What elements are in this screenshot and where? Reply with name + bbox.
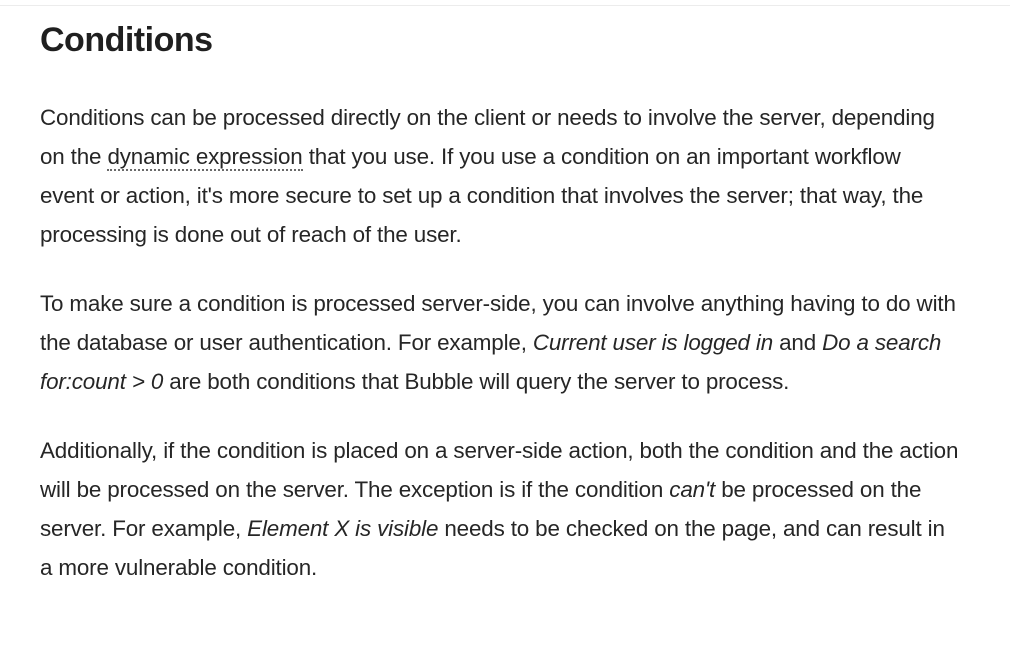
paragraph-server-side-action [40, 431, 960, 587]
paragraph-text: be processed on the server. For example, [40, 477, 922, 541]
paragraph-text: To make sure a condition is processed server-side, you can involve anything having to do with the database or user authentication. For example, [40, 291, 956, 355]
paragraph-text: and [773, 330, 823, 355]
emphasis-cant: can't [669, 477, 716, 502]
example-condition-element-visible: Element X is visible [247, 516, 439, 541]
paragraph-client-server [40, 98, 960, 254]
top-divider [0, 5, 1010, 6]
paragraph-text: that you use. If you use a condition on an important workflow event or action, it's more secure to set up a condition that involves the server; that way, the processing is done out of reach of the user. [40, 144, 924, 247]
dynamic-expression-link[interactable]: dynamic expression [107, 144, 303, 169]
paragraph-text: are both conditions that Bubble will query the server to process. [163, 369, 790, 394]
section-heading: Conditions [40, 21, 213, 59]
paragraph-text: needs to be checked on the page, and can result in a more vulnerable condition. [40, 516, 945, 580]
paragraph-text: Conditions can be processed directly on the client or needs to involve the server, depending on the [40, 105, 935, 169]
example-condition-search-count: Do a search for:count > 0 [40, 330, 942, 394]
example-condition-logged-in: Current user is logged in [532, 330, 774, 355]
paragraph-server-side [40, 284, 960, 401]
paragraph-text: Additionally, if the condition is placed on a server-side action, both the condition and the action will be processed on the server. The exception is if the condition [40, 438, 959, 502]
article-section [40, 18, 960, 587]
